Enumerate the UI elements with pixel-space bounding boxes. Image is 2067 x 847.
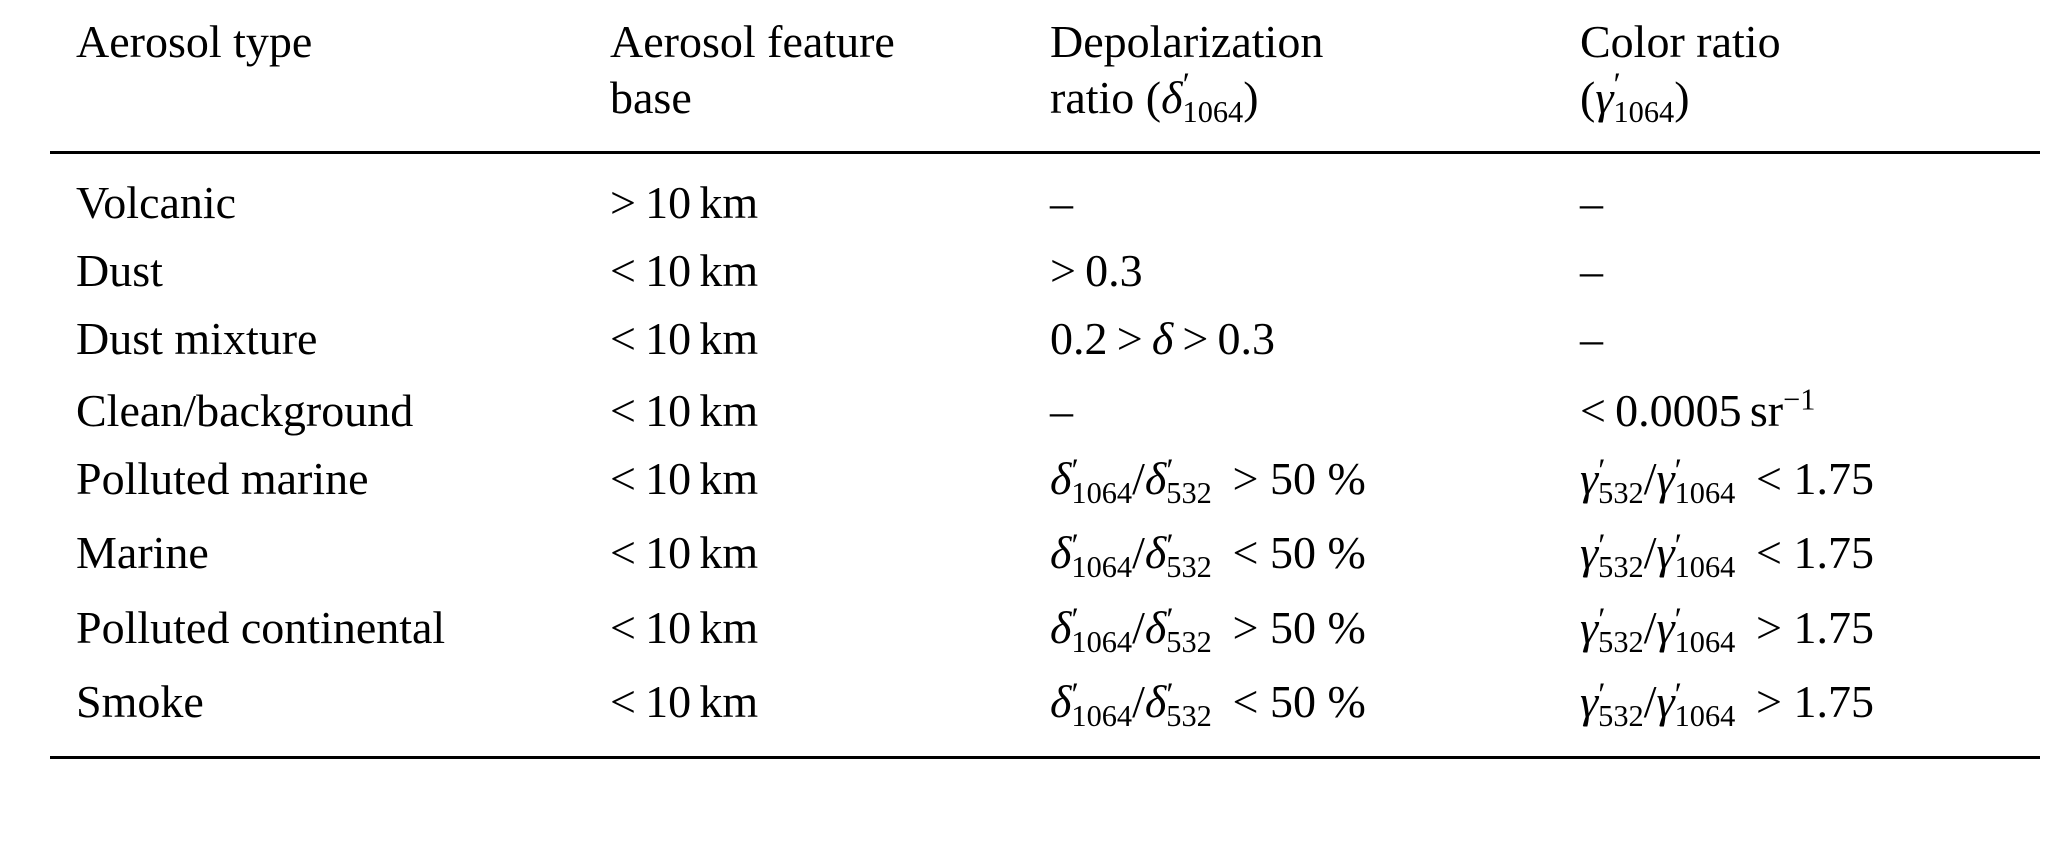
table-row: [50, 594, 2040, 668]
table-row: [50, 519, 2040, 593]
cell-depolarization-ratio: δ ′ $_{1064}$/δ ′ $_{532}$ > 50 %: [1050, 452, 1366, 511]
column-header-line1: Aerosol feature: [610, 16, 895, 67]
cell-color-ratio: –: [1580, 245, 1603, 297]
table: [50, 0, 2040, 759]
cell-aerosol-feature-base: < 10 km: [610, 313, 759, 365]
table-body: [50, 153, 2040, 758]
column-header-line2: base: [610, 72, 692, 124]
cell-aerosol-feature-base: > 10 km: [610, 177, 759, 229]
cell-depolarization-ratio: –: [1050, 384, 1073, 436]
cell-aerosol-feature-base: < 10 km: [610, 601, 759, 653]
table-row: [50, 668, 2040, 757]
cell-aerosol-type: Polluted marine: [76, 452, 369, 504]
cell-aerosol-type: Dust: [76, 245, 163, 297]
cell-aerosol-type: Smoke: [50, 668, 610, 757]
cell-depolarization-ratio: δ ′ $_{1064}$/δ ′ $_{532}$ < 50 %: [1050, 668, 1580, 757]
cell-aerosol-feature-base: < 10 km: [610, 452, 759, 504]
cell-aerosol-type: Clean/background: [76, 384, 414, 436]
cell-depolarization-ratio: δ ′ $_{1064}$/δ ′ $_{532}$ < 50 %: [1050, 526, 1366, 585]
table-row: [50, 153, 2040, 238]
cell-color-ratio: < 0.0005 $sr^{-1}$: [1580, 382, 1816, 436]
cell-depolarization-ratio: δ ′ $_{1064}$/δ ′ $_{532}$ > 50 %: [1050, 601, 1366, 659]
cell-color-ratio: γ ′ $_{532}$/γ ′ $_{1064}$ < 1.75: [1580, 526, 1874, 585]
column-header-color-ratio: [1580, 0, 2040, 153]
column-header-line2: ratio (δ ′ $_{1064}$): [1050, 66, 1259, 130]
column-header-line1: Depolarization: [1050, 16, 1324, 67]
cell-aerosol-feature-base: < 10 km: [610, 527, 759, 579]
column-header-line1: Aerosol type: [76, 16, 313, 67]
table-row: [50, 237, 2040, 305]
cell-color-ratio: γ ′ $_{532}$/γ ′ $_{1064}$ < 1.75: [1580, 452, 1874, 511]
cell-depolarization-ratio: > 0.3: [1050, 245, 1143, 297]
cell-aerosol-feature-base: < 10 km: [610, 384, 759, 436]
column-header-line2: (γ ′ $_{1064}$): [1580, 66, 1690, 130]
cell-color-ratio: γ ′ $_{532}$/γ ′ $_{1064}$ > 1.75: [1580, 668, 2040, 757]
table-row: [50, 373, 2040, 445]
table-header: [50, 0, 2040, 153]
cell-aerosol-type: Volcanic: [76, 177, 237, 229]
cell-aerosol-feature-base: < 10 km: [610, 668, 1050, 757]
cell-aerosol-type: Polluted continental: [76, 601, 446, 653]
cell-depolarization-ratio: –: [1050, 177, 1073, 229]
table-row: [50, 305, 2040, 373]
column-header-line1: Color ratio: [1580, 16, 1781, 67]
column-header-depolarization-ratio: [1050, 0, 1580, 153]
column-header-aerosol-type: [50, 0, 610, 153]
cell-aerosol-type: Marine: [76, 527, 209, 579]
cell-color-ratio: –: [1580, 177, 1603, 229]
column-header-aerosol-feature-base: [610, 0, 1050, 153]
table-header-row: [50, 0, 2040, 153]
table-row: [50, 445, 2040, 519]
cell-depolarization-ratio: 0.2 > δ > 0.3: [1050, 313, 1276, 365]
cell-aerosol-type: Dust mixture: [76, 313, 318, 365]
cell-color-ratio: –: [1580, 313, 1603, 365]
cell-aerosol-feature-base: < 10 km: [610, 245, 759, 297]
cell-color-ratio: γ ′ $_{532}$/γ ′ $_{1064}$ > 1.75: [1580, 601, 1874, 659]
